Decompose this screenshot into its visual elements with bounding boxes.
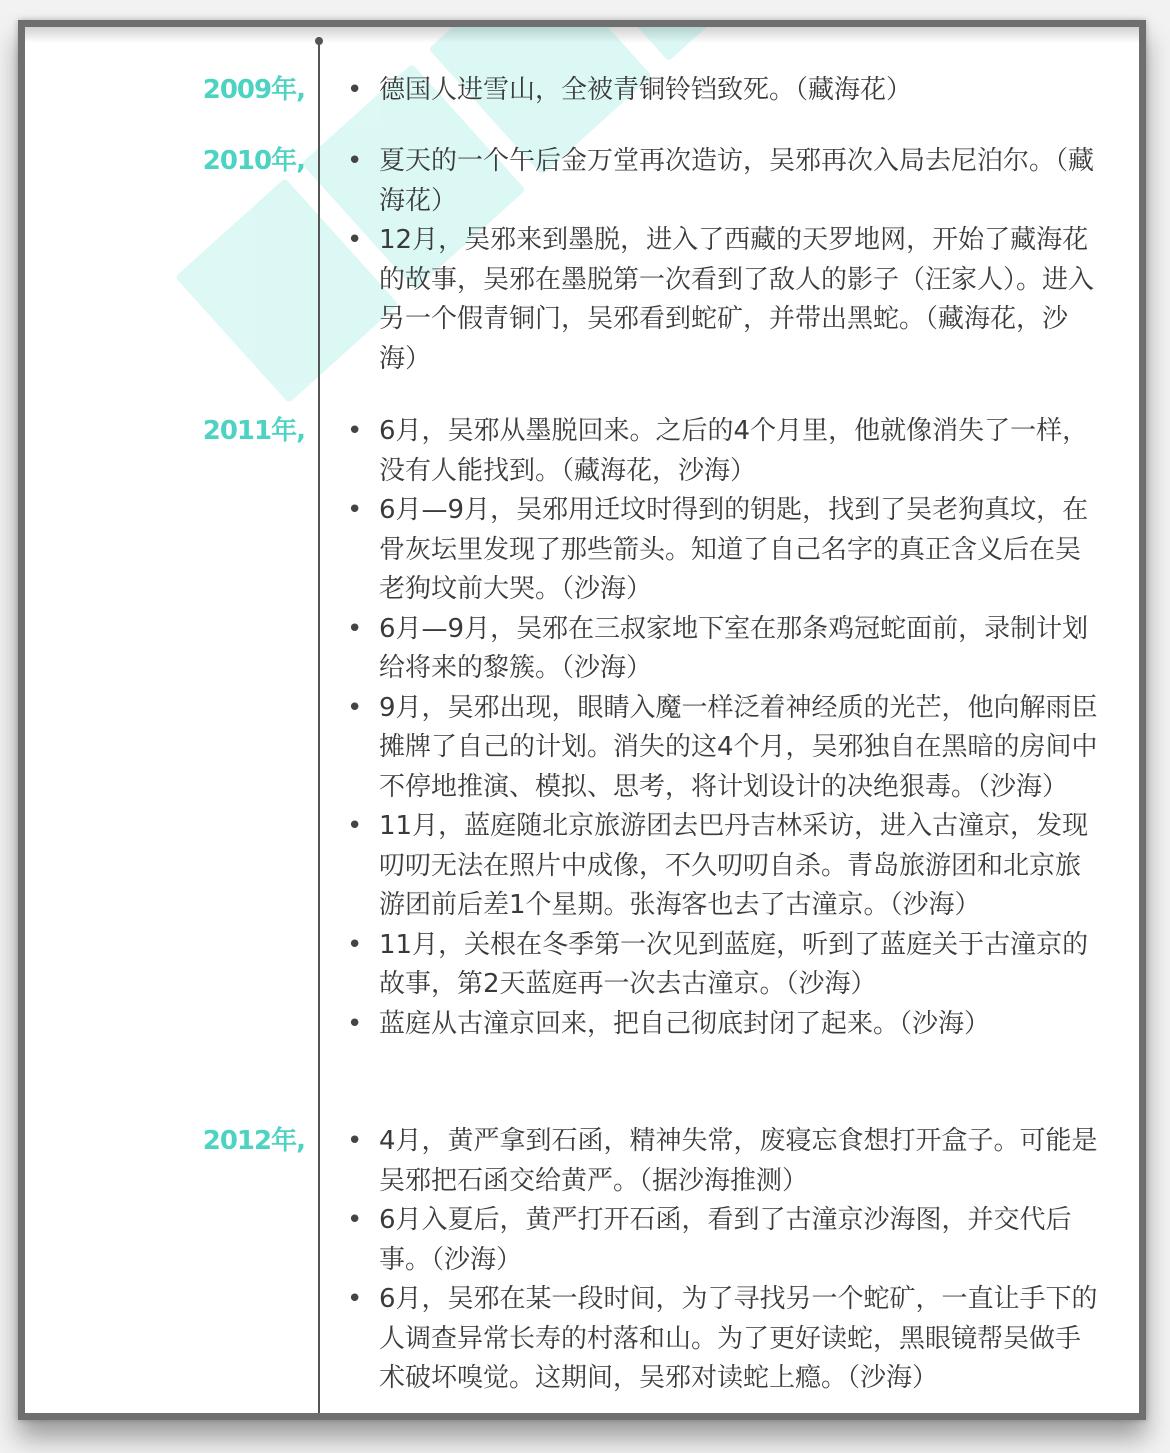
event-text: 夏天的一个午后金万堂再次造访，吴邪再次入局去尼泊尔。（藏海花） — [379, 146, 1095, 216]
event-text: 6月入夏后，黄严打开石函，看到了古潼京沙海图，并交代后事。（沙海） — [379, 1205, 1072, 1275]
top-shadow — [25, 27, 1139, 43]
list-item — [343, 807, 1103, 926]
list-item — [343, 1201, 1103, 1280]
bullet-icon: • — [347, 75, 363, 105]
event-text: 6月—9月，吴邪用迁坟时得到的钥匙，找到了吴老狗真坟，在骨灰坛里发现了那些箭头。知道了自己名字的真正含义后在吴老狗坟前大哭。（沙海） — [379, 495, 1089, 604]
list-item — [343, 71, 1103, 111]
bullet-icon: • — [347, 1284, 363, 1314]
event-list — [343, 412, 1103, 1044]
event-text: 6月，吴邪从墨脱回来。之后的4个月里，他就像消失了一样，没有人能找到。（藏海花，沙海） — [379, 416, 1089, 486]
list-item — [343, 926, 1103, 1005]
event-text: 9月，吴邪出现，眼睛入魔一样泛着神经质的光芒，他向解雨臣摊牌了自己的计划。消失的这4个月，吴邪独自在黑暗的房间中不停地推演、模拟、思考，将计划设计的决绝狠毒。（沙海） — [379, 692, 1098, 802]
bullet-icon: • — [347, 146, 363, 176]
event-text: 6月—9月，吴邪在三叔家地下室在那条鸡冠蛇面前，录制计划给将来的黎簇。（沙海） — [379, 613, 1089, 683]
bullet-icon: • — [347, 613, 363, 644]
year-label: 2011年, — [202, 416, 305, 446]
bullet-icon: • — [347, 1205, 363, 1235]
list-item — [343, 1122, 1103, 1201]
list-item — [343, 689, 1103, 808]
event-list — [343, 1122, 1103, 1399]
list-item — [343, 142, 1103, 221]
bullet-icon: • — [347, 225, 363, 255]
event-text: 6月，吴邪在某一段时间，为了寻找另一个蛇矿，一直让手下的人调查异常长寿的村落和山。为了更好读蛇，黑眼镜帮吴做手术破坏嗅觉。这期间，吴邪对读蛇上瘾。（沙海） — [379, 1284, 1098, 1393]
event-text: 蓝庭从古潼京回来，把自己彻底封闭了起来。（沙海） — [379, 1008, 991, 1039]
list-item — [343, 412, 1103, 491]
event-text: 德国人进雪山，全被青铜铃铛致死。（藏海花） — [379, 75, 913, 105]
event-text: 11月，关根在冬季第一次见到蓝庭，听到了蓝庭关于古潼京的故事，第2天蓝庭再一次去古潼京。（沙海） — [379, 929, 1089, 999]
event-text: 11月，蓝庭随北京旅游团去巴丹吉林采访，进入古潼京，发现叨叨无法在照片中成像，不久叨叨自杀。青岛旅游团和北京旅游团前后差1个星期。张海客也去了古潼京。（沙海） — [379, 811, 1089, 920]
event-text: 12月，吴邪来到墨脱，进入了西藏的天罗地网，开始了藏海花的故事，吴邪在墨脱第一次看到了敌人的影子（汪家人）。进入另一个假青铜门，吴邪看到蛇矿，并带出黑蛇。（藏海花，沙海） — [379, 225, 1095, 374]
event-list — [343, 71, 1103, 111]
list-item — [343, 221, 1103, 379]
event-text: 4月，黄严拿到石函，精神失常，废寝忘食想打开盒子。可能是吴邪把石函交给黄严。（据沙海推测） — [379, 1126, 1098, 1196]
list-item — [343, 610, 1103, 689]
bullet-icon: • — [347, 1126, 363, 1156]
list-item — [343, 1280, 1103, 1399]
document-frame — [18, 20, 1146, 1420]
event-list — [343, 142, 1103, 379]
timeline-axis — [318, 37, 320, 1413]
list-item — [343, 491, 1103, 610]
list-item — [343, 1005, 1103, 1045]
bullet-icon: • — [347, 692, 363, 723]
year-label: 2010年, — [202, 146, 305, 176]
bullet-icon: • — [347, 495, 363, 525]
timeline-axis-top-dot — [315, 37, 323, 45]
bullet-icon: • — [347, 811, 363, 841]
bullet-icon: • — [347, 929, 363, 960]
bullet-icon: • — [347, 416, 363, 446]
year-label: 2009年, — [202, 75, 305, 105]
year-label: 2012年, — [202, 1126, 305, 1156]
bullet-icon: • — [347, 1008, 363, 1039]
